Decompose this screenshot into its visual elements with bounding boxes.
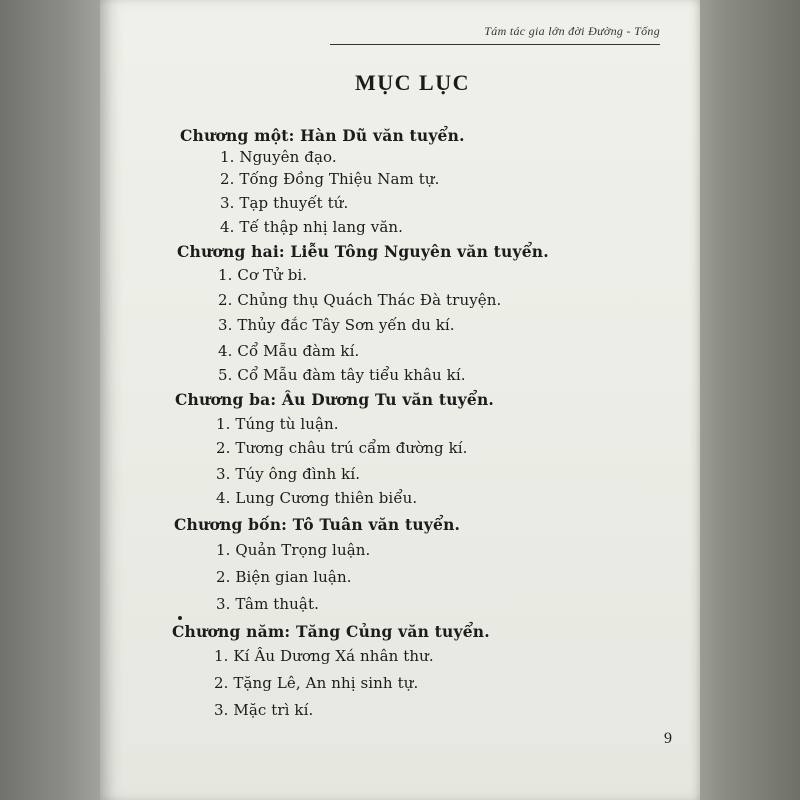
- toc-title: MỤC LỤC: [355, 70, 470, 95]
- toc-item: 2. Biện gian luận.: [216, 568, 352, 586]
- running-header: Tám tác gia lớn đời Đường - Tống: [484, 24, 660, 38]
- chapter-heading: Chương bốn: Tô Tuân văn tuyển.: [174, 515, 461, 534]
- toc-item: 3. Tạp thuyết tứ.: [220, 194, 349, 212]
- ink-speck: [178, 616, 182, 620]
- chapter-heading: Chương một: Hàn Dũ văn tuyển.: [180, 126, 465, 145]
- page-number: 9: [664, 730, 672, 747]
- toc-item: 3. Mặc trì kí.: [214, 701, 314, 719]
- toc-item: 1. Cơ Tử bi.: [218, 266, 308, 284]
- toc-item: 4. Lung Cương thiên biểu.: [216, 489, 418, 507]
- toc-item: 1. Nguyên đạo.: [220, 148, 337, 166]
- toc-item: 1. Quản Trọng luận.: [216, 541, 371, 559]
- toc-item: 2. Tống Đồng Thiệu Nam tự.: [220, 170, 440, 188]
- chapter-heading: Chương hai: Liễu Tông Nguyên văn tuyển.: [177, 242, 549, 261]
- toc-item: 2. Chủng thụ Quách Thác Đà truyện.: [218, 291, 502, 309]
- toc-item: 4. Cổ Mẫu đàm kí.: [218, 342, 360, 360]
- chapter-heading: Chương năm: Tăng Củng văn tuyển.: [172, 622, 490, 641]
- toc-item: 2. Tặng Lê, An nhị sinh tự.: [214, 674, 419, 692]
- toc-item: 3. Túy ông đình kí.: [216, 465, 361, 483]
- toc-item: 2. Tương châu trú cẩm đường kí.: [216, 439, 468, 457]
- toc-item: 3. Thủy đắc Tây Sơn yến du kí.: [218, 316, 455, 334]
- toc-item: 5. Cổ Mẫu đàm tây tiểu khâu kí.: [218, 366, 466, 384]
- toc-item: 1. Kí Âu Dương Xá nhân thư.: [214, 647, 434, 665]
- toc-item: 1. Túng tù luận.: [216, 415, 339, 433]
- toc-item: 4. Tế thập nhị lang văn.: [220, 218, 403, 236]
- chapter-heading: Chương ba: Âu Dương Tu văn tuyển.: [175, 390, 495, 409]
- toc-item: 3. Tâm thuật.: [216, 595, 319, 613]
